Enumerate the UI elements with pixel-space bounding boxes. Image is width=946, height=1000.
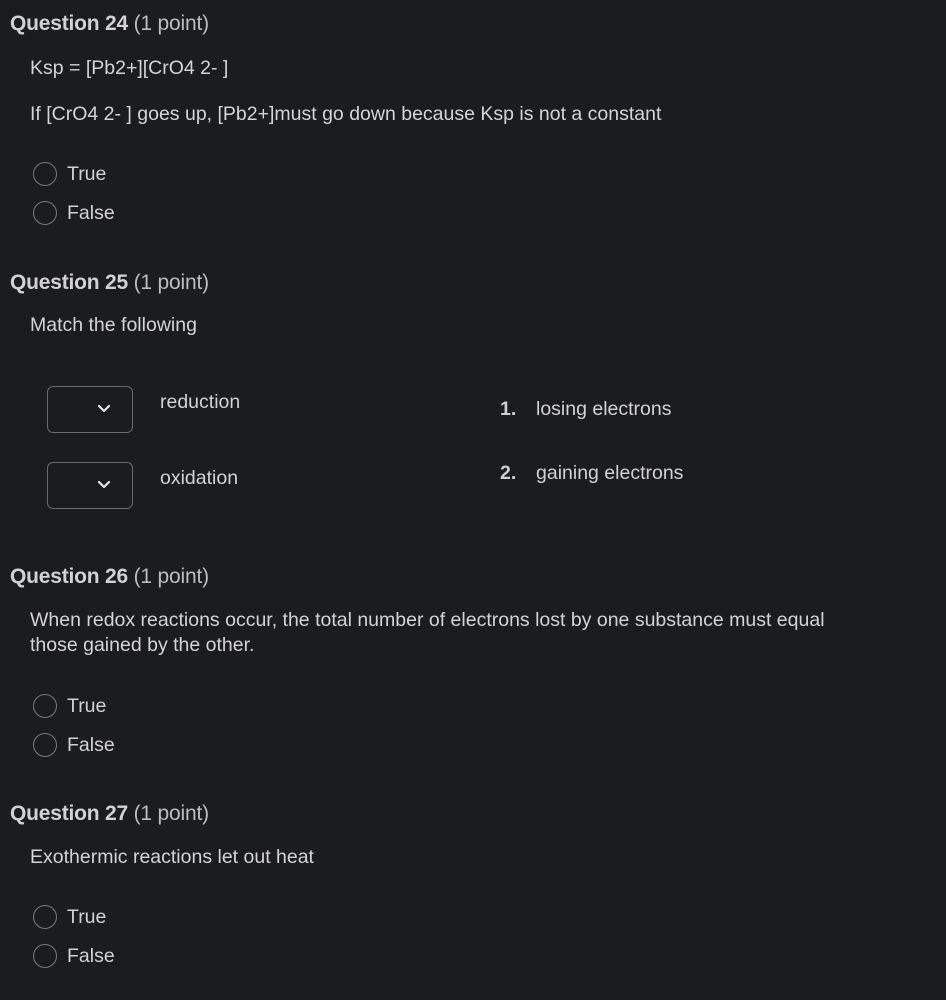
question-text-line: Match the following [30, 314, 197, 336]
radio-button[interactable] [33, 162, 57, 186]
question-number: Question 26 [10, 565, 128, 588]
question-points: (1 point) [133, 565, 209, 588]
option-false[interactable] [33, 199, 115, 227]
option-label: False [67, 201, 115, 224]
option-true[interactable] [33, 160, 106, 188]
question-number: Question 24 [10, 12, 128, 35]
question-text-line: those gained by the other. [30, 634, 255, 656]
radio-button[interactable] [33, 733, 57, 757]
match-select-oxidation[interactable] [47, 462, 133, 509]
option-label: False [67, 733, 115, 756]
choice-number: 2. [500, 462, 517, 484]
option-true[interactable] [33, 692, 106, 720]
match-choice-1 [500, 398, 672, 421]
match-term-oxidation: oxidation [160, 467, 239, 489]
option-label: True [67, 905, 107, 928]
question-text-line: Ksp = [Pb2+][CrO4 2- ] [30, 57, 229, 79]
radio-button[interactable] [33, 905, 57, 929]
match-term-reduction: reduction [160, 391, 241, 413]
match-select-reduction[interactable] [47, 386, 133, 433]
question-text-line: Exothermic reactions let out heat [30, 846, 314, 868]
question-number: Question 27 [10, 802, 128, 825]
choice-text: gaining electrons [536, 462, 684, 484]
chevron-down-icon [96, 400, 112, 416]
match-choice-2 [500, 462, 683, 485]
option-true[interactable] [33, 903, 106, 931]
option-false[interactable] [33, 731, 115, 759]
option-false[interactable] [33, 942, 115, 970]
question-title [10, 802, 209, 826]
question-title [10, 271, 209, 295]
question-points: (1 point) [133, 271, 209, 294]
question-text-line: When redox reactions occur, the total number of electrons lost by one substance must equal [30, 609, 825, 631]
question-number: Question 25 [10, 271, 128, 294]
option-label: True [67, 694, 107, 717]
radio-button[interactable] [33, 944, 57, 968]
radio-button[interactable] [33, 201, 57, 225]
question-title [10, 565, 209, 589]
option-label: True [67, 162, 107, 185]
question-points: (1 point) [133, 12, 209, 35]
choice-text: losing electrons [536, 398, 672, 420]
question-points: (1 point) [133, 802, 209, 825]
option-label: False [67, 944, 115, 967]
question-text-line: If [CrO4 2- ] goes up, [Pb2+]must go down because Ksp is not a constant [30, 103, 662, 125]
radio-button[interactable] [33, 694, 57, 718]
chevron-down-icon [96, 476, 112, 492]
question-title [10, 12, 209, 36]
choice-number: 1. [500, 398, 517, 420]
